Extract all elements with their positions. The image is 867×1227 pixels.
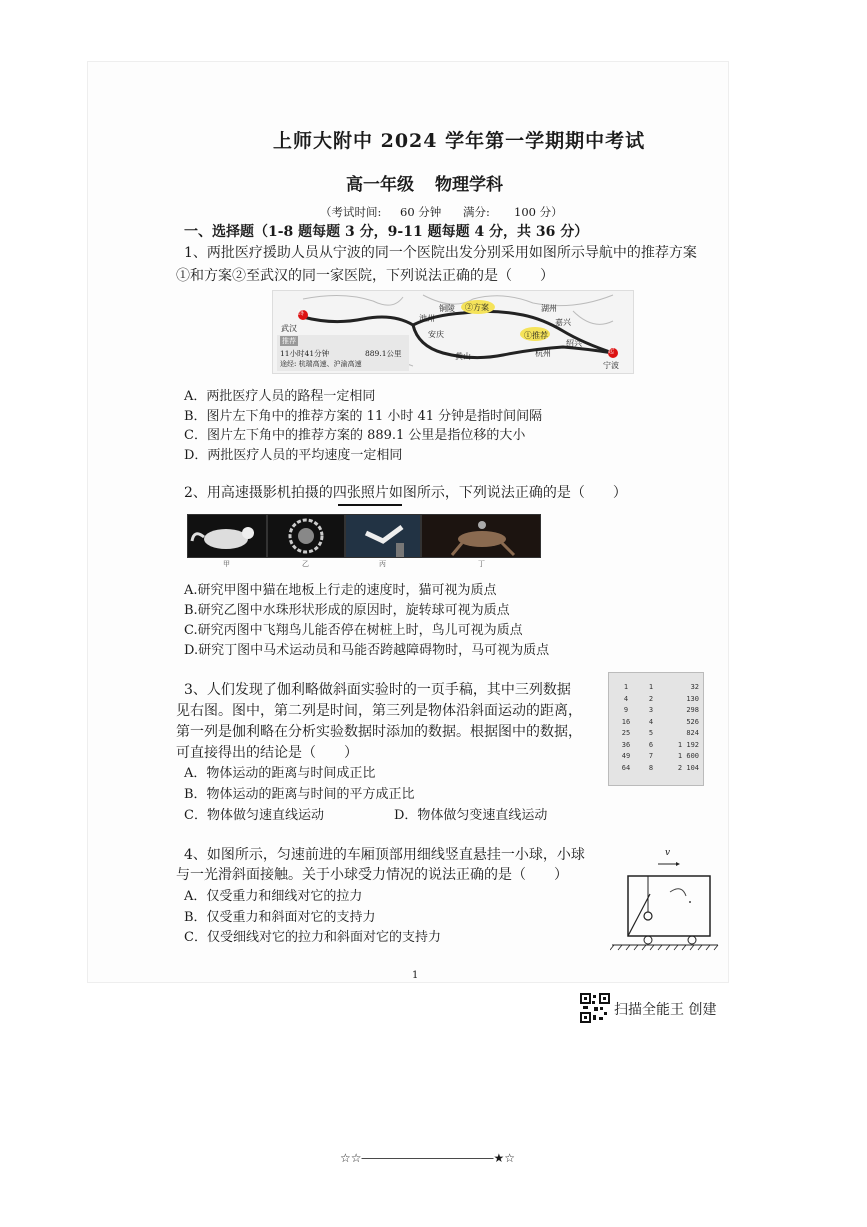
- map-label-plan1: ①推荐: [524, 331, 548, 340]
- photo-horse-rider: [421, 514, 541, 558]
- manuscript-row: [615, 683, 699, 695]
- q1-navigation-map: [272, 290, 634, 374]
- q3-option-c: C．物体做匀速直线运动: [184, 808, 324, 823]
- manuscript-cell: 9: [623, 706, 629, 714]
- q2-option-a: A.研究甲图中猫在地板上行走的速度时，猫可视为质点: [184, 583, 497, 598]
- manuscript-row: [615, 729, 699, 741]
- q1-option-c: C．图片左下角中的推荐方案的 889.1 公里是指位移的大小: [184, 428, 526, 443]
- horse-rider-image: [422, 515, 540, 557]
- route-info-title: 推荐: [282, 337, 296, 345]
- manuscript-cell: 298: [686, 706, 699, 714]
- map-label-huangshan: 黄山: [455, 352, 471, 361]
- exam-time-label: （考试时间:: [320, 205, 382, 219]
- manuscript-cell: 130: [686, 694, 699, 703]
- section-heading: 一、选择题（1-8 题每题 3 分，9-11 题每题 4 分，共 36 分）: [184, 224, 589, 240]
- grade-label: 高一年级: [346, 175, 414, 195]
- map-label-jiaxing: 嘉兴: [555, 318, 571, 327]
- q3-stem-line1: 3、人们发现了伽利略做斜面实验时的一页手稿，其中三列数据: [184, 682, 571, 698]
- q4-stem-line1: 4、如图所示，匀速前进的车厢顶部用细线竖直悬挂一小球，小球: [184, 847, 585, 863]
- manuscript-cell: 526: [686, 717, 699, 726]
- manuscript-table: [615, 683, 699, 775]
- manuscript-cell: 5: [648, 729, 654, 737]
- page-number: 1: [412, 970, 419, 981]
- scanner-watermark: 扫描全能王 创建: [614, 1002, 717, 1018]
- caption-ding: 丁: [478, 560, 485, 568]
- map-label-anqing: 安庆: [428, 330, 444, 339]
- manuscript-cell: 1: [648, 683, 654, 691]
- manuscript-cell: 3: [648, 706, 654, 714]
- manuscript-cell: 36: [621, 740, 631, 749]
- map-label-shaoxing: 绍兴: [566, 339, 582, 348]
- q2-underline: [338, 504, 402, 506]
- manuscript-cell: 6: [648, 740, 654, 749]
- photo-bird: [345, 514, 421, 558]
- route-info-box: [277, 335, 409, 371]
- q3-option-a: A．物体运动的距离与时间成正比: [184, 766, 376, 781]
- map-label-hangzhou: 杭州: [535, 349, 551, 358]
- galileo-manuscript: [608, 672, 704, 786]
- manuscript-row: [615, 706, 699, 718]
- manuscript-row: [615, 764, 699, 776]
- q4-option-c: C．仅受细线对它的拉力和斜面对它的支持力: [184, 930, 441, 945]
- q2-stem: 2、用高速摄影机拍摄的四张照片如图所示，下列说法正确的是（ ）: [184, 485, 627, 501]
- manuscript-row: [615, 752, 699, 764]
- exam-score-label: 满分:: [463, 205, 490, 219]
- manuscript-cell: 16: [621, 717, 631, 726]
- q4-option-a: A．仅受重力和细线对它的拉力: [184, 889, 363, 904]
- cat-image: [188, 515, 266, 557]
- manuscript-cell: 64: [621, 763, 631, 772]
- photo-cat: [187, 514, 267, 558]
- manuscript-cell: 1: [623, 683, 629, 691]
- route-info-via: 途经: 杭瑞高速、沪渝高速: [280, 360, 362, 368]
- map-label-huzhou: 湖州: [541, 304, 557, 313]
- qr-code-icon: [580, 993, 610, 1023]
- photo-spinning-ball: [267, 514, 345, 558]
- q1-option-d: D．两批医疗人员的平均速度一定相同: [184, 448, 403, 463]
- map-label-wuhan: 武汉: [281, 324, 297, 333]
- q2-option-b: B.研究乙图中水珠形状形成的原因时，旋转球可视为质点: [184, 603, 510, 618]
- q4-option-b: B．仅受重力和斜面对它的支持力: [184, 910, 376, 925]
- manuscript-cell: 32: [690, 683, 699, 691]
- manuscript-cell: 25: [621, 729, 631, 737]
- manuscript-cell: 2: [648, 694, 654, 703]
- manuscript-row: [615, 695, 699, 707]
- manuscript-cell: 7: [648, 752, 654, 760]
- subject-label: 物理学科: [435, 175, 503, 195]
- q2-option-d: D.研究丁图中马术运动员和马能否跨越障碍物时，马可视为质点: [184, 643, 550, 658]
- q3-stem-line2: 见右图。图中，第二列是时间，第三列是物体沿斜面运动的距离，: [176, 703, 582, 719]
- q1-option-b: B．图片左下角中的推荐方案的 11 小时 41 分钟是指时间间隔: [184, 409, 543, 424]
- exam-title: 上师大附中 2024 学年第一学期期中考试: [273, 130, 646, 152]
- caption-jia: 甲: [223, 560, 230, 568]
- q2-option-c: C.研究丙图中飞翔鸟儿能否停在树桩上时，鸟儿可视为质点: [184, 623, 523, 638]
- q3-option-d: D．物体做匀变速直线运动: [394, 808, 548, 823]
- map-end-marker: 终: [298, 310, 305, 317]
- q1-stem-line2: ①和方案②至武汉的同一家医院，下列说法正确的是（ ）: [176, 268, 554, 284]
- caption-yi: 乙: [302, 560, 309, 568]
- manuscript-row: [615, 741, 699, 753]
- manuscript-cell: 1 600: [677, 752, 699, 760]
- q3-stem-line3: 第一列是伽利略在分析实验数据时添加的数据。根据图中的数据，: [176, 724, 582, 740]
- exam-time-value: 60 分钟: [400, 205, 442, 219]
- exam-score-value: 100 分）: [514, 205, 563, 219]
- manuscript-cell: 824: [686, 729, 699, 737]
- map-label-ningbo: 宁波: [603, 361, 619, 370]
- map-label-chizhou: 池州: [419, 314, 435, 323]
- carriage-diagram: [610, 848, 720, 952]
- q3-stem-line4: 可直接得出的结论是（ ）: [176, 745, 358, 761]
- manuscript-cell: 2 104: [677, 763, 699, 772]
- q4-stem-line2: 与一光滑斜面接触。关于小球受力情况的说法正确的是（ ）: [176, 867, 568, 883]
- map-label-plan2: ②方案: [465, 303, 489, 312]
- q1-stem-line1: 1、两批医疗援助人员从宁波的同一个医院出发分别采用如图所示导航中的推荐方案: [184, 245, 697, 261]
- route-info-time: 11小时41分钟: [280, 349, 330, 358]
- q3-option-b: B．物体运动的距离与时间的平方成正比: [184, 787, 415, 802]
- exam-sheet: [88, 62, 728, 982]
- spinning-ball-image: [268, 515, 344, 557]
- route-info-distance: 889.1公里: [365, 349, 402, 358]
- bottom-decoration: ☆☆―――――――――――★☆: [340, 1151, 516, 1165]
- manuscript-cell: 4: [648, 717, 654, 726]
- carriage-svg: [610, 854, 720, 952]
- manuscript-cell: 8: [648, 763, 654, 772]
- manuscript-cell: 49: [621, 752, 631, 760]
- bird-image: [346, 515, 420, 557]
- map-label-tongling: 铜陵: [439, 304, 455, 313]
- map-start-marker: 起: [608, 348, 615, 355]
- q1-option-a: A．两批医疗人员的路程一定相同: [184, 389, 376, 404]
- velocity-label: v: [665, 848, 671, 858]
- manuscript-cell: 1 192: [677, 740, 699, 749]
- caption-bing: 丙: [379, 560, 386, 568]
- manuscript-cell: 4: [623, 694, 629, 703]
- manuscript-row: [615, 718, 699, 730]
